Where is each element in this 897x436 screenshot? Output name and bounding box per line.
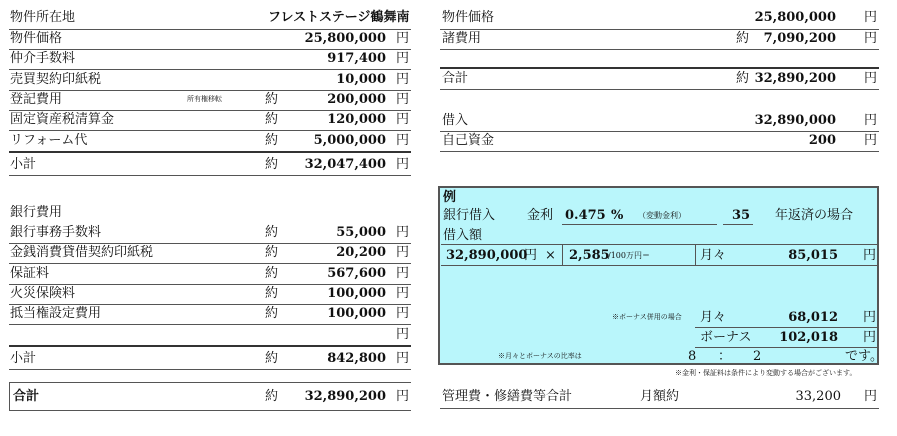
right-total-value: 32,890,200 [754,71,836,86]
divider [9,263,411,264]
row-unit: 円 [396,326,410,342]
ratio-a: 8 [688,349,697,364]
row-label: 銀行事務手数料 [10,225,102,240]
right-price-unit: 円 [864,10,878,25]
right-price-label: 物件価格 [442,10,495,25]
divider [9,29,411,30]
monthly2-value: 68,012 [788,310,838,325]
years-label: 年返済の場合 [775,208,854,223]
right-total-unit: 円 [864,71,878,86]
ratio-desu: です。 [845,349,883,364]
row-approx: 約 [265,245,279,261]
divider [9,69,411,70]
row-value: 200,000 [327,91,386,107]
divider [695,244,696,265]
row-label: 登記費用 [10,91,63,107]
row-label: 抵当権設定費用 [10,306,102,322]
total-box-bottom [9,410,411,411]
row-value: 917,400 [327,51,386,67]
right-price-value: 25,800,000 [754,10,836,25]
divider [440,29,879,30]
row-label: 仲介手数料 [10,51,76,67]
divider [562,224,717,225]
row-unit: 円 [396,265,410,281]
divider [9,49,411,50]
monthly2-label: 月々 [700,310,727,325]
ratio-note: ※月々とボーナスの比率は [498,352,582,360]
row-unit: 円 [396,71,410,87]
row-note: 所有権移転 [187,94,222,103]
bonus-value: 102,018 [779,330,838,345]
grand-total-unit: 円 [396,389,410,404]
row-value: 32,047,400 [304,156,386,172]
rate-value: 0.475 [565,208,606,223]
row-approx: 約 [265,285,279,301]
divider [441,244,878,245]
row-unit: 円 [396,306,410,322]
right-loan-unit: 円 [864,113,878,128]
row-value: 120,000 [327,112,386,128]
footnote: ※金利・保証料は条件により変動する場合がございます。 [675,369,857,377]
factor-per: /100万円＝ [608,251,650,260]
row-unit: 円 [396,225,410,240]
row-approx: 約 [265,350,279,366]
divider [695,327,878,328]
divider [440,151,879,152]
row-unit: 円 [396,31,410,46]
row-unit: 円 [396,285,410,301]
row-label: 小計 [10,350,37,366]
row-unit: 円 [396,51,410,67]
row-unit: 円 [396,245,410,261]
row-value: 55,000 [336,225,386,240]
ratio-b: 2 [753,349,762,364]
monthly2-unit: 円 [863,310,877,325]
mgmt-unit: 円 [864,389,878,404]
row-approx: 約 [265,112,279,128]
divider [9,110,411,111]
divider [562,244,563,265]
factor-value: 2,585 [569,248,610,263]
row-value: 567,600 [327,265,386,281]
amount-unit: 円 [524,248,538,263]
row-label: 保証料 [10,265,50,281]
divider [9,175,411,176]
divider [9,130,411,131]
row-unit: 円 [396,156,410,172]
grand-total-approx: 約 [265,389,279,404]
divider [9,324,411,325]
monthly-label: 月々 [700,248,727,263]
row-approx: 約 [265,132,279,148]
grand-total-value: 32,890,200 [304,389,386,404]
row-label: 物件価格 [10,31,63,46]
right-total-approx: 約 [736,71,750,86]
monthly-value: 85,015 [788,248,838,263]
bonus-note: ※ボーナス併用の場合 [612,313,682,321]
row-value: 100,000 [327,285,386,301]
right-loan-value: 32,890,000 [754,113,836,128]
row-label: 小計 [10,156,37,172]
row-unit: 円 [396,112,410,128]
row-unit: 円 [396,91,410,107]
row-label: リフォーム代 [10,132,88,148]
row-value: 5,000,000 [313,132,386,148]
row-label: 固定資産税清算金 [10,112,115,128]
row-label: 火災保険料 [10,285,76,301]
example-title: 例 [443,190,457,205]
divider [723,224,753,225]
row-value: 25,800,000 [304,31,386,46]
right-expenses-approx: 約 [736,31,750,46]
property-location-label: 物件所在地 [10,10,76,25]
row-value: 10,000 [336,71,386,87]
amount-value: 32,890,000 [446,248,528,263]
divider [9,345,411,347]
row-unit: 円 [396,132,410,148]
divider [440,49,879,50]
bonus-unit: 円 [863,330,877,345]
row-approx: 約 [265,156,279,172]
row-approx: 約 [265,91,279,107]
row-label: 金銭消費貸借契約印紙税 [10,245,154,261]
divider [9,90,411,91]
mgmt-approx: 月額約 [640,389,680,404]
total-box-top [9,382,411,383]
grand-total-label: 合計 [13,389,40,404]
right-own-value: 200 [808,133,836,148]
ratio-colon: ： [718,349,732,364]
divider [440,408,879,409]
divider [440,67,879,69]
divider [9,369,411,370]
divider [9,284,411,285]
row-label: 売買契約印紙税 [10,71,102,87]
rate-label: 金利 [527,208,554,223]
divider [9,304,411,305]
mgmt-value: 33,200 [795,389,841,404]
right-expenses-unit: 円 [864,31,878,46]
amount-label: 借入額 [443,228,483,243]
times-sign: × [545,248,556,263]
right-expenses-value: 7,090,200 [763,31,836,46]
row-value: 842,800 [327,350,386,366]
total-box-left [9,382,10,410]
row-value: 100,000 [327,306,386,322]
property-location-value: フレストステージ鶴舞南 [268,10,410,25]
divider [440,131,879,132]
rate-type: （変動金利） [638,211,686,220]
divider [440,89,879,90]
row-approx: 約 [265,225,279,240]
right-loan-label: 借入 [442,113,469,128]
bank-loan-label: 銀行借入 [443,208,496,223]
divider [695,347,878,348]
bank-fees-title: 銀行費用 [10,205,63,220]
row-value: 20,200 [336,245,386,261]
row-approx: 約 [265,306,279,322]
bonus-label: ボーナス [700,330,752,345]
loan-example-box [438,186,883,365]
mgmt-label: 管理費・修繕費等合計 [442,389,573,404]
divider [9,243,411,244]
right-own-label: 自己資金 [442,133,495,148]
divider [9,151,411,153]
right-total-label: 合計 [442,71,469,86]
right-expenses-label: 諸費用 [442,31,482,46]
row-unit: 円 [396,350,410,366]
rate-percent: % [611,208,624,223]
row-approx: 約 [265,265,279,281]
divider [441,265,878,266]
monthly-unit: 円 [863,248,877,263]
years-value: 35 [732,208,751,223]
right-own-unit: 円 [864,133,878,148]
